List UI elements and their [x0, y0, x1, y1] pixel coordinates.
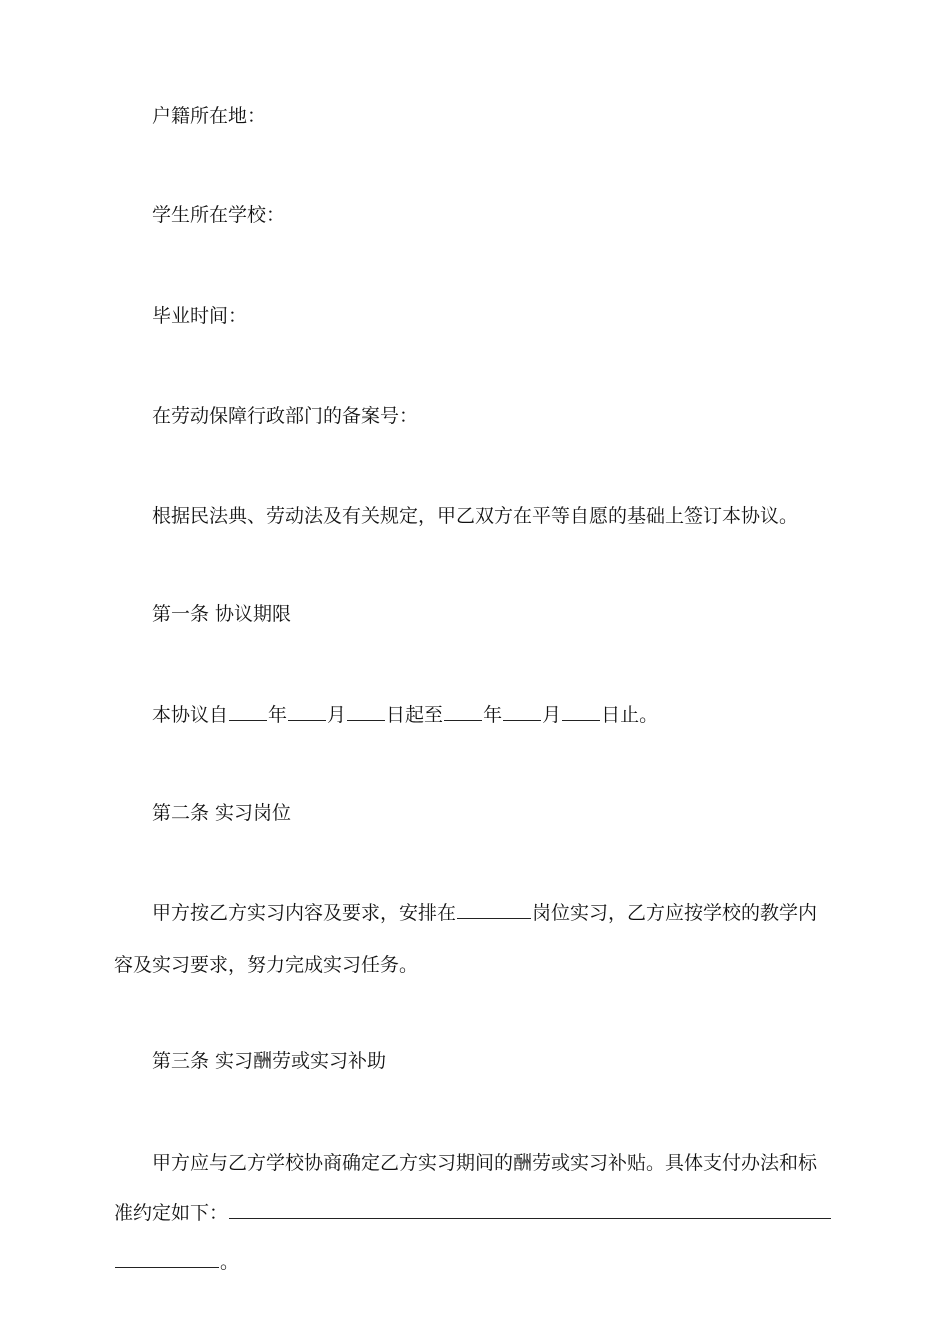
article3-line3-end: 。 — [220, 1251, 240, 1273]
blank-payment-terms-cont — [115, 1251, 219, 1268]
article1-title: 第一条 协议期限 — [152, 603, 292, 625]
article2-line1-b: 岗位实习，乙方应按学校的教学内 — [532, 902, 818, 924]
article3-line2 — [114, 1201, 832, 1225]
field-huji: 户籍所在地： — [152, 105, 267, 127]
article2-line2: 容及实习要求，努力完成实习任务。 — [114, 954, 419, 976]
field-school: 学生所在学校： — [152, 204, 286, 226]
article3-line1: 甲方应与乙方学校协商确定乙方实习期间的酬劳或实习补贴。具体支付办法和标 — [152, 1152, 818, 1174]
article1-text-part: 月 — [542, 704, 562, 726]
blank-year-end — [444, 704, 482, 721]
blank-position — [457, 902, 531, 919]
field-graduation: 毕业时间： — [152, 305, 248, 327]
blank-month-start — [288, 704, 326, 721]
intro-paragraph: 根据民法典、劳动法及有关规定，甲乙双方在平等自愿的基础上签订本协议。 — [152, 505, 799, 527]
blank-month-end — [503, 704, 541, 721]
article3-line3 — [114, 1250, 239, 1274]
blank-year-start — [229, 704, 267, 721]
article1-text-part: 本协议自 — [152, 704, 229, 726]
blank-day-end — [562, 704, 600, 721]
article3-line2-text: 准约定如下： — [114, 1202, 229, 1224]
article2-line1-a: 甲方按乙方实习内容及要求，安排在 — [152, 902, 457, 924]
article1-text-part: 日起至 — [386, 704, 444, 726]
article1-text-part: 日止。 — [601, 704, 659, 726]
field-record-number: 在劳动保障行政部门的备案号： — [152, 405, 419, 427]
article1-text-part: 年 — [483, 704, 503, 726]
blank-day-start — [347, 704, 385, 721]
article2-line1 — [152, 901, 817, 925]
blank-payment-terms — [229, 1202, 831, 1219]
article1-text-part: 年 — [268, 704, 288, 726]
article1-text-part: 月 — [327, 704, 347, 726]
article1-text — [152, 703, 658, 727]
article2-title: 第二条 实习岗位 — [152, 802, 292, 824]
article3-title: 第三条 实习酬劳或实习补助 — [152, 1050, 387, 1072]
